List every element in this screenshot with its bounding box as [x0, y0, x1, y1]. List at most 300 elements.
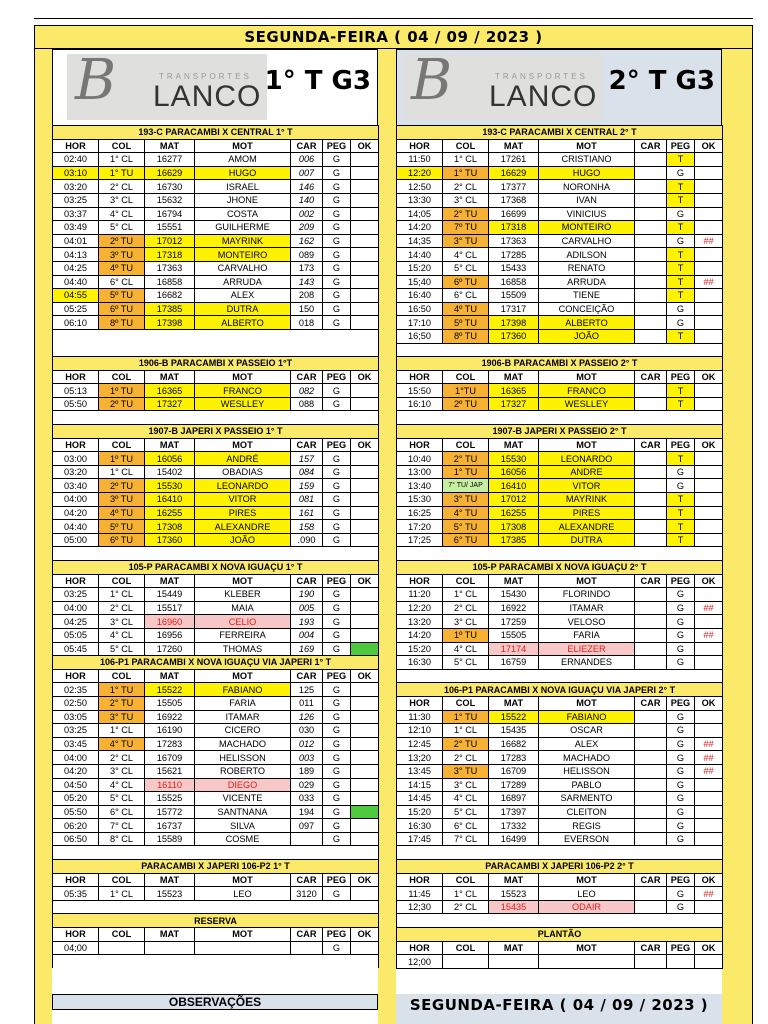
table-row: [53, 792, 379, 806]
cell-ok[interactable]: [695, 193, 723, 207]
spacer-row: [53, 547, 379, 561]
cell-ok[interactable]: [351, 302, 379, 316]
cell-ok[interactable]: [695, 533, 723, 547]
column-header-peg: PEG: [323, 438, 351, 452]
table-row: [53, 710, 379, 724]
column-header-ok: OK: [351, 438, 379, 452]
cell-ok[interactable]: ##: [695, 628, 723, 642]
cell-ok[interactable]: [351, 588, 379, 602]
column-header-car: CAR: [291, 438, 323, 452]
cell-col: 2º TU: [99, 479, 145, 493]
cell-col: 1° TU: [443, 465, 489, 479]
cell-ok[interactable]: [351, 887, 379, 901]
section-title: 193-C PARACAMBI X CENTRAL 1° T: [53, 126, 379, 140]
cell-ok[interactable]: ##: [695, 764, 723, 778]
cell-car: [635, 289, 667, 303]
cell-ok[interactable]: [695, 493, 723, 507]
cell-mat: 16365: [489, 384, 539, 398]
cell-ok[interactable]: [695, 615, 723, 629]
cell-ok[interactable]: ##: [695, 887, 723, 901]
cell-col: 3º TU: [99, 493, 145, 507]
logo-letter: B: [411, 48, 453, 113]
cell-col: 4° CL: [99, 778, 145, 792]
cell-col: 5° CL: [99, 642, 145, 656]
column-header-car: CAR: [291, 574, 323, 588]
cell-hor: 16:10: [397, 397, 443, 411]
cell-ok[interactable]: [351, 941, 379, 955]
cell-mot: FRANCO: [539, 384, 635, 398]
table-row: [53, 941, 379, 955]
cell-ok[interactable]: [351, 520, 379, 534]
table-row: [53, 588, 379, 602]
cell-col: 6° TU: [443, 533, 489, 547]
shift-label: 2° T G3: [608, 66, 715, 96]
cell-peg: T: [667, 384, 695, 398]
cell-ok[interactable]: [351, 628, 379, 642]
cell-col: 4º TU: [99, 261, 145, 275]
section-title: PLANTÃO: [397, 928, 723, 942]
cell-ok[interactable]: [695, 520, 723, 534]
cell-col: 4° CL: [443, 792, 489, 806]
cell-mot: TIENE: [539, 289, 635, 303]
column-header-car: CAR: [291, 139, 323, 153]
table-row: [397, 302, 723, 316]
cell-mot: OBADIAS: [195, 465, 291, 479]
cell-mot: AMOM: [195, 153, 291, 167]
cell-car: 084: [291, 465, 323, 479]
cell-ok[interactable]: [351, 506, 379, 520]
cell-ok[interactable]: [695, 452, 723, 466]
cell-ok[interactable]: [695, 805, 723, 819]
cell-peg: G: [323, 696, 351, 710]
cell-peg: G: [323, 683, 351, 697]
section-title: 105-P PARACAMBI X NOVA IGUAÇU 1° T: [53, 561, 379, 575]
cell-ok[interactable]: [695, 329, 723, 343]
cell-mat: [489, 955, 539, 969]
cell-hor: 03:20: [53, 180, 99, 194]
cell-hor: 11:30: [397, 710, 443, 724]
cell-ok[interactable]: [351, 601, 379, 615]
cell-peg: G: [667, 764, 695, 778]
cell-mot: ERNANDES: [539, 656, 635, 670]
cell-ok[interactable]: [351, 316, 379, 330]
spacer-cell: [397, 411, 723, 425]
table-row: [53, 452, 379, 466]
cell-ok[interactable]: [351, 261, 379, 275]
cell-mat: 16794: [145, 207, 195, 221]
cell-ok[interactable]: [695, 900, 723, 914]
cell-peg: G: [323, 465, 351, 479]
cell-mot: MACHADO: [539, 751, 635, 765]
column-header-mat: MAT: [489, 370, 539, 384]
cell-col: 3° TU: [99, 710, 145, 724]
cell-peg: G: [323, 601, 351, 615]
cell-ok[interactable]: [695, 479, 723, 493]
cell-col: 1º TU: [443, 628, 489, 642]
cell-hor: 12:10: [397, 724, 443, 738]
cell-peg: G: [323, 805, 351, 819]
cell-ok[interactable]: [695, 221, 723, 235]
cell-ok[interactable]: [695, 656, 723, 670]
column-header-peg: PEG: [323, 928, 351, 942]
column-header-mat: MAT: [145, 669, 195, 683]
cell-peg: G: [667, 628, 695, 642]
table-header-row: [397, 139, 723, 153]
cell-col: 7° CL: [99, 819, 145, 833]
cell-hor: 15;40: [397, 275, 443, 289]
cell-ok[interactable]: [695, 207, 723, 221]
cell-ok[interactable]: [351, 180, 379, 194]
cell-ok[interactable]: [695, 465, 723, 479]
cell-peg: G: [323, 520, 351, 534]
cell-mat: 16190: [145, 724, 195, 738]
cell-mot: FARIA: [539, 628, 635, 642]
cell-ok[interactable]: [351, 792, 379, 806]
column-header-ok: OK: [695, 438, 723, 452]
cell-ok[interactable]: [351, 819, 379, 833]
cell-ok[interactable]: [351, 805, 379, 819]
cell-ok[interactable]: [695, 166, 723, 180]
cell-car: 150: [291, 302, 323, 316]
cell-peg: G: [323, 628, 351, 642]
cell-ok[interactable]: [695, 397, 723, 411]
cell-col: 2° CL: [443, 900, 489, 914]
table-row: [397, 180, 723, 194]
cell-ok[interactable]: [351, 234, 379, 248]
cell-ok[interactable]: [695, 248, 723, 262]
cell-ok[interactable]: [351, 533, 379, 547]
cell-mot: MAIA: [195, 601, 291, 615]
cell-mot: HELISSON: [539, 764, 635, 778]
cell-col: 2° CL: [99, 601, 145, 615]
cell-hor: 12:50: [397, 180, 443, 194]
cell-hor: 05:00: [53, 533, 99, 547]
cell-col: 2° TU: [99, 696, 145, 710]
cell-car: [635, 805, 667, 819]
cell-car: 004: [291, 628, 323, 642]
cell-car: [635, 316, 667, 330]
column-header-car: CAR: [635, 139, 667, 153]
cell-ok[interactable]: [695, 642, 723, 656]
cell-ok[interactable]: [695, 261, 723, 275]
cell-mat: 16410: [145, 493, 195, 507]
table-row: [53, 221, 379, 235]
cell-col: 7° TU/ JAP: [443, 479, 489, 493]
cell-mot: VITOR: [195, 493, 291, 507]
cell-mot: ALBERTO: [539, 316, 635, 330]
cell-mat: 16110: [145, 778, 195, 792]
spacer-cell: [53, 547, 379, 561]
column-header-mot: MOT: [539, 574, 635, 588]
cell-hor: 03:00: [53, 452, 99, 466]
cell-ok[interactable]: [695, 792, 723, 806]
table-row: [53, 506, 379, 520]
cell-col: 2° TU: [443, 737, 489, 751]
cell-ok[interactable]: ##: [695, 601, 723, 615]
cell-ok[interactable]: [695, 302, 723, 316]
table-header-row: [53, 370, 379, 384]
cell-car: [635, 656, 667, 670]
cell-mot: CARVALHO: [195, 261, 291, 275]
spacer-cell: [397, 669, 723, 683]
spacer-cell: [53, 329, 379, 343]
cell-peg: G: [667, 166, 695, 180]
cell-car: 126: [291, 710, 323, 724]
column-header-hor: HOR: [53, 873, 99, 887]
cell-col: 1º TU: [99, 452, 145, 466]
cell-ok[interactable]: [695, 153, 723, 167]
cell-ok[interactable]: [351, 289, 379, 303]
cell-mot: ROBERTO: [195, 764, 291, 778]
column-header-mot: MOT: [195, 139, 291, 153]
cell-peg: G: [323, 710, 351, 724]
cell-ok[interactable]: [351, 207, 379, 221]
cell-ok[interactable]: [695, 588, 723, 602]
column-header-mat: MAT: [145, 928, 195, 942]
page-title: SEGUNDA-FEIRA ( 04 / 09 / 2023 ): [34, 25, 753, 49]
cell-mot: ISRAEL: [195, 180, 291, 194]
cell-ok[interactable]: [695, 316, 723, 330]
cell-ok[interactable]: [695, 289, 723, 303]
cell-mot: VICENTE: [195, 792, 291, 806]
column-header-mat: MAT: [489, 139, 539, 153]
cell-mot: DIEGO: [195, 778, 291, 792]
cell-mat: 17259: [489, 615, 539, 629]
cell-ok[interactable]: [695, 832, 723, 846]
cell-car: [635, 153, 667, 167]
cell-car: 033: [291, 792, 323, 806]
cell-ok[interactable]: [351, 696, 379, 710]
column-header-mat: MAT: [145, 873, 195, 887]
cell-mat: 16255: [489, 506, 539, 520]
cell-mat: 17377: [489, 180, 539, 194]
cell-mat: 17385: [489, 533, 539, 547]
cell-col: 1° CL: [99, 153, 145, 167]
schedule-table-left: [52, 125, 379, 968]
table-row: [53, 493, 379, 507]
cell-hor: 03:10: [53, 166, 99, 180]
cell-car: [635, 275, 667, 289]
cell-peg: G: [323, 452, 351, 466]
cell-mot: CONCEIÇÃO: [539, 302, 635, 316]
column-header-peg: PEG: [667, 370, 695, 384]
cell-ok[interactable]: ##: [695, 751, 723, 765]
cell-peg: G: [667, 588, 695, 602]
table-row: [53, 302, 379, 316]
cell-ok[interactable]: [351, 153, 379, 167]
cell-hor: 14:15: [397, 778, 443, 792]
table-row: [397, 193, 723, 207]
table-row: [397, 397, 723, 411]
cell-car: 088: [291, 397, 323, 411]
column-header-mot: MOT: [195, 574, 291, 588]
cell-mot: ALEX: [539, 737, 635, 751]
table-row: [397, 724, 723, 738]
column-header-mot: MOT: [539, 139, 635, 153]
cell-mat: 17012: [489, 493, 539, 507]
cell-car: 030: [291, 724, 323, 738]
cell-ok[interactable]: [351, 832, 379, 846]
cell-car: [635, 248, 667, 262]
cell-mat: 15551: [145, 221, 195, 235]
cell-mat: 15430: [489, 588, 539, 602]
cell-peg: T: [667, 329, 695, 343]
cell-ok[interactable]: [351, 751, 379, 765]
section-title: 1907-B JAPERI X PASSEIO 2° T: [397, 425, 723, 439]
cell-mat: 17363: [489, 234, 539, 248]
column-header-hor: HOR: [53, 438, 99, 452]
cell-mot: HUGO: [195, 166, 291, 180]
cell-peg: T: [667, 520, 695, 534]
cell-peg: G: [667, 792, 695, 806]
column-header-hor: HOR: [53, 669, 99, 683]
table-row: [397, 656, 723, 670]
column-header-ok: OK: [351, 574, 379, 588]
table-header-row: [397, 438, 723, 452]
table-row: [397, 533, 723, 547]
cell-mat: 16499: [489, 832, 539, 846]
cell-col: 3° CL: [443, 778, 489, 792]
table-row: [53, 261, 379, 275]
cell-peg: G: [667, 887, 695, 901]
cell-car: 157: [291, 452, 323, 466]
cell-mat: 17363: [145, 261, 195, 275]
cell-mot: MAYRINK: [195, 234, 291, 248]
column-header-mat: MAT: [489, 873, 539, 887]
cell-mot: HUGO: [539, 166, 635, 180]
cell-ok[interactable]: [351, 166, 379, 180]
cell-ok[interactable]: [351, 615, 379, 629]
logo-wordmark: LANCO: [153, 80, 262, 113]
cell-hor: 02:40: [53, 153, 99, 167]
cell-mat: 17260: [145, 642, 195, 656]
column-header-car: CAR: [291, 669, 323, 683]
cell-car: [635, 887, 667, 901]
column-header-col: COL: [443, 370, 489, 384]
logo-letter: B: [75, 48, 117, 113]
cell-ok[interactable]: [351, 642, 379, 656]
spacer-row: [397, 669, 723, 683]
cell-car: 018: [291, 316, 323, 330]
cell-col: 5° CL: [443, 805, 489, 819]
table-row: [53, 207, 379, 221]
cell-ok[interactable]: [351, 193, 379, 207]
cell-col: 3° TU: [443, 764, 489, 778]
column-header-peg: PEG: [667, 139, 695, 153]
cell-ok[interactable]: [695, 506, 723, 520]
cell-hor: 04;00: [53, 941, 99, 955]
cell-mot: MAYRINK: [539, 493, 635, 507]
cell-col: 1° TU: [99, 166, 145, 180]
cell-car: 002: [291, 207, 323, 221]
cell-ok[interactable]: [351, 452, 379, 466]
cell-ok[interactable]: ##: [695, 234, 723, 248]
cell-ok[interactable]: [351, 275, 379, 289]
cell-ok[interactable]: [695, 778, 723, 792]
cell-car: 005: [291, 601, 323, 615]
cell-peg: T: [667, 193, 695, 207]
cell-ok[interactable]: [695, 384, 723, 398]
table-row: [397, 384, 723, 398]
cell-hor: 05:13: [53, 384, 99, 398]
cell-mot: LEO: [195, 887, 291, 901]
cell-ok[interactable]: [351, 248, 379, 262]
cell-ok[interactable]: [351, 493, 379, 507]
column-header-hor: HOR: [53, 139, 99, 153]
column-header-mot: MOT: [195, 928, 291, 942]
table-row: [53, 724, 379, 738]
cell-peg: G: [323, 248, 351, 262]
spacer-row: [53, 955, 379, 969]
cell-car: [635, 465, 667, 479]
cell-ok[interactable]: [351, 384, 379, 398]
cell-hor: 17;25: [397, 533, 443, 547]
column-header-car: CAR: [635, 873, 667, 887]
cell-mot: ARRUDA: [195, 275, 291, 289]
cell-peg: T: [667, 493, 695, 507]
cell-ok[interactable]: [351, 778, 379, 792]
table-header-row: [397, 696, 723, 710]
cell-ok[interactable]: ##: [695, 275, 723, 289]
cell-col: 2° CL: [443, 601, 489, 615]
cell-col: 5° CL: [99, 221, 145, 235]
cell-mat: 17174: [489, 642, 539, 656]
cell-ok[interactable]: [351, 465, 379, 479]
cell-ok[interactable]: ##: [695, 737, 723, 751]
cell-ok[interactable]: [351, 737, 379, 751]
cell-hor: 16:30: [397, 819, 443, 833]
cell-ok[interactable]: [695, 180, 723, 194]
table-row: [397, 588, 723, 602]
column-header-peg: PEG: [323, 669, 351, 683]
cell-peg: G: [323, 493, 351, 507]
cell-ok[interactable]: [351, 710, 379, 724]
table-row: [397, 832, 723, 846]
cell-peg: G: [323, 819, 351, 833]
cell-mat: 15509: [489, 289, 539, 303]
cell-ok[interactable]: [695, 819, 723, 833]
cell-hor: 14;35: [397, 234, 443, 248]
cell-ok[interactable]: [695, 955, 723, 969]
cell-peg: G: [323, 234, 351, 248]
section-title: 106-P1 PARACAMBI X NOVA IGUAÇU VIA JAPERI 2° T: [397, 683, 723, 697]
cell-mat: 16699: [489, 207, 539, 221]
cell-mat: 15589: [145, 832, 195, 846]
table-row: [53, 683, 379, 697]
cell-peg: G: [323, 221, 351, 235]
cell-ok[interactable]: [695, 710, 723, 724]
cell-col: 3° TU: [443, 234, 489, 248]
cell-car: 190: [291, 588, 323, 602]
cell-car: 194: [291, 805, 323, 819]
cell-mat: 16277: [145, 153, 195, 167]
cell-ok[interactable]: [351, 683, 379, 697]
table-row: [53, 193, 379, 207]
column-header-ok: OK: [695, 941, 723, 955]
section-title: 1906-B PARACAMBI X PASSEIO 2° T: [397, 357, 723, 371]
table-row: [397, 479, 723, 493]
cell-ok[interactable]: [695, 724, 723, 738]
column-header-car: CAR: [635, 438, 667, 452]
cell-ok[interactable]: [351, 397, 379, 411]
cell-car: 3120: [291, 887, 323, 901]
column-header-peg: PEG: [667, 941, 695, 955]
cell-ok[interactable]: [351, 221, 379, 235]
cell-mot: ALBERTO: [195, 316, 291, 330]
cell-ok[interactable]: [351, 479, 379, 493]
cell-ok[interactable]: [351, 724, 379, 738]
cell-ok[interactable]: [351, 764, 379, 778]
